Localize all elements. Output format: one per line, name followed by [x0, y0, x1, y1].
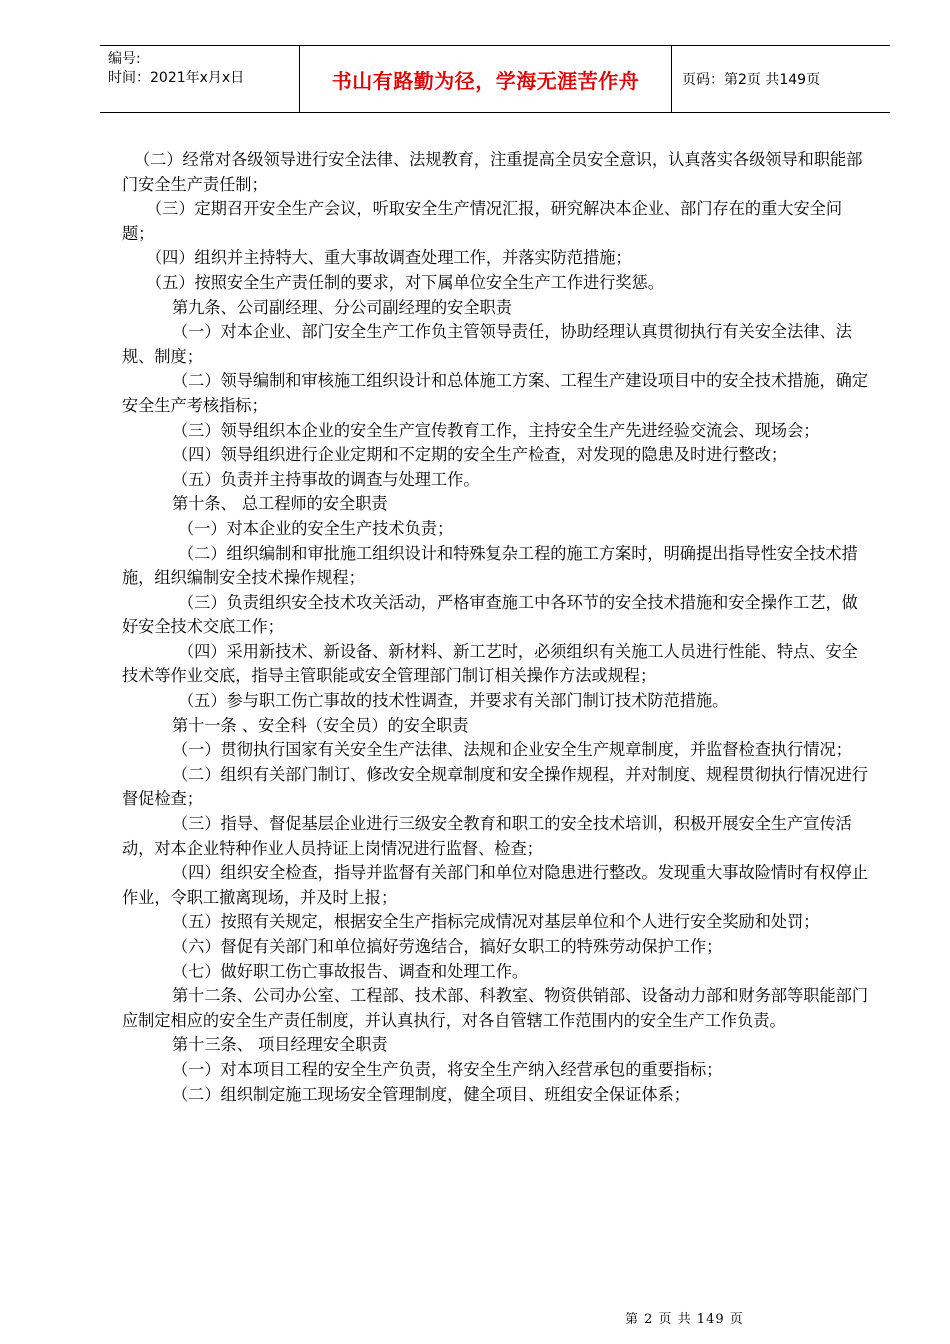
page-footer: 第 2 页 共 149 页 [625, 1312, 744, 1327]
paragraph: （一）对本项目工程的安全生产负责，将安全生产纳入经营承包的重要指标； [172, 1059, 723, 1079]
paragraph: （二）组织编制和审批施工组织设计和特殊复杂工程的施工方案时，明确提出指导性安全技术措施，组织编制安全技术操作规程； [122, 543, 858, 588]
paragraph: （三）定期召开安全生产会议，听取安全生产情况汇报，研究解决本企业、部门存在的重大安全问题； [122, 199, 843, 243]
paragraph: 第十二条、公司办公室、工程部、技术部、科教室、物资供销部、设备动力部和财务部等职能部门应制定相应的安全生产责任制度，并认真执行，对各自管辖工作范围内的安全生产工作负责。 [122, 986, 869, 1030]
section-heading: 第十三条、 项目经理安全职责 [172, 1035, 388, 1055]
document-number-label: 编号: [108, 51, 141, 67]
paragraph: （三）负责组织安全技术攻关活动，严格审查施工中各环节的安全技术措施和安全操作工艺，做好安全技术交底工作； [122, 592, 858, 637]
header-meta [100, 46, 300, 112]
header-page-info: 页码：第2页 共149页 [682, 72, 821, 88]
paragraph: （二）组织制定施工现场安全管理制度，健全项目、班组安全保证体系； [172, 1084, 690, 1104]
paragraph: （四）领导组织进行企业定期和不定期的安全生产检查，对发现的隐患及时进行整改； [172, 445, 788, 465]
paragraph: （四）组织并主持特大、重大事故调查处理工作，并落实防范措施； [146, 248, 632, 268]
document-body [122, 148, 872, 1107]
paragraph: （七）做好职工伤亡事故报告、调查和处理工作。 [172, 961, 529, 981]
paragraph: （五）按照安全生产责任制的要求，对下属单位安全生产工作进行奖惩。 [146, 272, 664, 292]
page-header [100, 45, 890, 113]
paragraph: （四）组织安全检查，指导并监督有关部门和单位对隐患进行整改。发现重大事故险情时有权停止作业，令职工撤离现场，并及时上报； [122, 863, 869, 907]
paragraph: （一）贯彻执行国家有关安全生产法律、法规和企业安全生产规章制度，并监督检查执行情况； [172, 740, 852, 760]
paragraph: （一）对本企业、部门安全生产工作负主管领导责任，协助经理认真贯彻执行有关安全法律、法规、制度； [122, 322, 852, 366]
paragraph: （三）指导、督促基层企业进行三级安全教育和职工的安全技术培训，积极开展安全生产宣传活动，对本企业特种作业人员持证上岗情况进行监督、检查； [122, 814, 852, 858]
section-heading: 第十条、 总工程师的安全职责 [172, 494, 388, 514]
paragraph: （二）经常对各级领导进行安全法律、法规教育，注重提高全员安全意识，认真落实各级领导和职能部门安全生产责任制； [122, 150, 863, 194]
paragraph: （五）按照有关规定，根据安全生产指标完成情况对基层单位和个人进行安全奖励和处罚； [172, 912, 820, 932]
paragraph: （五）负责并主持事故的调查与处理工作。 [172, 469, 480, 489]
paragraph: （一）对本企业的安全生产技术负责； [178, 518, 454, 538]
section-heading: 第十一条 、安全科（安全员）的安全职责 [172, 715, 469, 735]
paragraph: （四）采用新技术、新设备、新材料、新工艺时，必须组织有关施工人员进行性能、特点、安全技术等作业交底，指导主管职能或安全管理部门制订相关操作方法或规程； [122, 641, 858, 686]
paragraph: （五）参与职工伤亡事故的技术性调查，并要求有关部门制订技术防范措施。 [178, 691, 729, 711]
document-time: 时间：2021年x月x日 [108, 70, 245, 86]
paragraph: （六）督促有关部门和单位搞好劳逸结合，搞好女职工的特殊劳动保护工作； [172, 937, 723, 956]
paragraph: （三）领导组织本企业的安全生产宣传教育工作，主持安全生产先进经验交流会、现场会； [172, 420, 820, 440]
section-heading: 第九条、公司副经理、分公司副经理的安全职责 [172, 297, 512, 317]
paragraph: （二）组织有关部门制订、修改安全规章制度和安全操作规程，并对制度、规程贯彻执行情况进行督促检查； [122, 764, 869, 809]
paragraph: （二）领导编制和审核施工组织设计和总体施工方案、工程生产建设项目中的安全技术措施，确定安全生产考核指标； [122, 371, 869, 415]
header-motto: 书山有路勤为径，学海无涯苦作舟 [300, 46, 672, 112]
